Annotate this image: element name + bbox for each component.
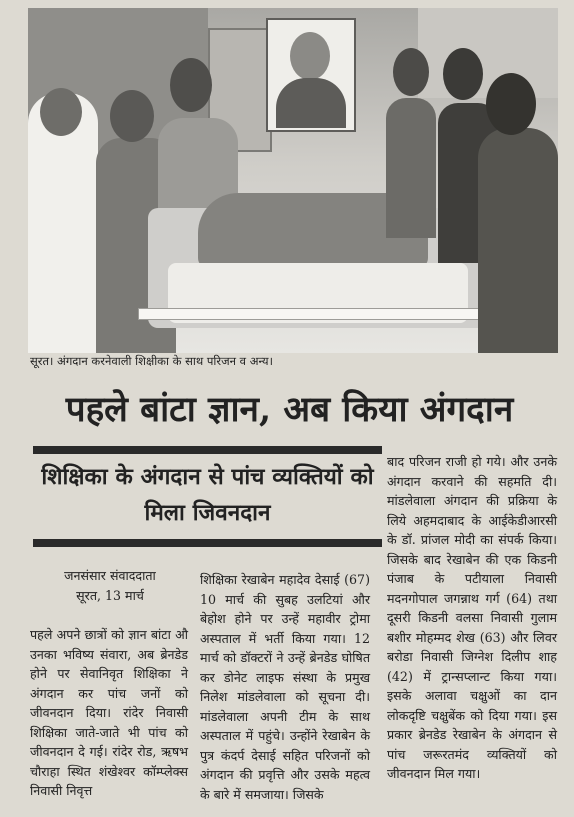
subheadline-top-rule (33, 446, 382, 454)
article-column-1-text: पहले अपने छात्रों को ज्ञान बांटा औ उनका भविष्य संवारा, अब ब्रेनडेड होने पर सेवानिवृत शिक्षिका ने अंगदान कर पांच जनों को जीवनदान दिया। रांदेर निवासी शिक्षिका जाते-जाते भी पांच को जीवनदान दे गई। रांदेर रोड, ऋषभ चौराहा स्थित शंखेश्वर कॉम्प्लेक्स निवासी निवृत्त (30, 627, 188, 798)
photo-window-right (418, 8, 558, 98)
byline (40, 566, 180, 606)
portrait-frame (266, 18, 356, 132)
portrait-face (290, 32, 330, 80)
article-column-2-text: शिक्षिका रेखाबेन महादेव देसाई (67) 10 मार्च की सुबह उलटियां और बेहोश होने पर उन्हें महावीर ट्रोमा अस्पताल में भर्ती किया गया। 12 मार्च को डॉक्टरों ने उन्हें ब्रेनडेड घोषित कर डोनेट लाइफ संस्था के प्रमुख निलेश मांडलेवाला को सूचना दी। मांडलेवाला अपनी टीम के साथ अस्पताल में पहुंचे। उन्होंने रेखाबेन के पुत्र कंदर्प देसाई सहित परिजनों को अंगदान की प्रवृत्ति और उसके महत्व के बारे में समजाया। जिसके (200, 572, 370, 802)
portrait-shoulders (276, 78, 346, 128)
article-column-2 (200, 570, 370, 804)
byline-place-date: सूरत, 13 मार्च (76, 588, 144, 603)
news-photo (28, 8, 558, 353)
person-right-3 (478, 128, 558, 353)
article-column-3-text: बाद परिजन राजी हो गये। और उनके अंगदान करवाने की सहमति दी। मांडलेवाला अंगदान की प्रक्रिया के लिये अहमदाबाद के आईकेडीआरसी के डॉ. प्रांजल मोदी का संपर्क किया। जिसके बाद रेखाबेन की एक किडनी पंजाब के पटीयाला निवासी मदनगोपाल जगन्नाथ गर्ग (64) तथा दूसरी किडनी वलसा निवासी गुलाम बशीर मोहम्मद शेख (63) और लिवर बरोडा निवासी जिग्नेश दिलीप शाह (42) में ट्रान्सप्लान्ट किया गया। इसके अलावा चक्षुओं का दान लोकदृष्टि चक्षुबेंक को दिया गया। इस प्रकार ब्रेनडेड रेखाबेन के अंगदान से पांच जरूरतमंद व्यक्तियों को जीवनदान मिल गया। (387, 454, 557, 781)
person-right-2-head (443, 48, 483, 100)
article-column-3 (387, 452, 557, 784)
person-right-1-head (393, 48, 429, 96)
person-right-1 (386, 98, 436, 238)
headline: पहले बांटा ज्ञान, अब किया अंगदान (65, 389, 514, 430)
person-left-2-head (110, 90, 154, 142)
person-right-3-head (486, 73, 536, 135)
article-column-1 (30, 625, 188, 801)
person-left-3-head (170, 58, 212, 112)
bed-rail (138, 308, 500, 320)
photo-caption: सूरत। अंगदान करनेवाली शिक्षीका के साथ परिजन व अन्य। (30, 354, 273, 368)
person-left-1-head (40, 88, 82, 136)
subheadline: शिक्षिका के अंगदान से पांच व्यक्तियों को मिला जिवनदान (41, 464, 374, 526)
subheadline-bottom-rule (33, 539, 382, 547)
byline-agency: जनसंसार संवाददाता (64, 568, 156, 583)
